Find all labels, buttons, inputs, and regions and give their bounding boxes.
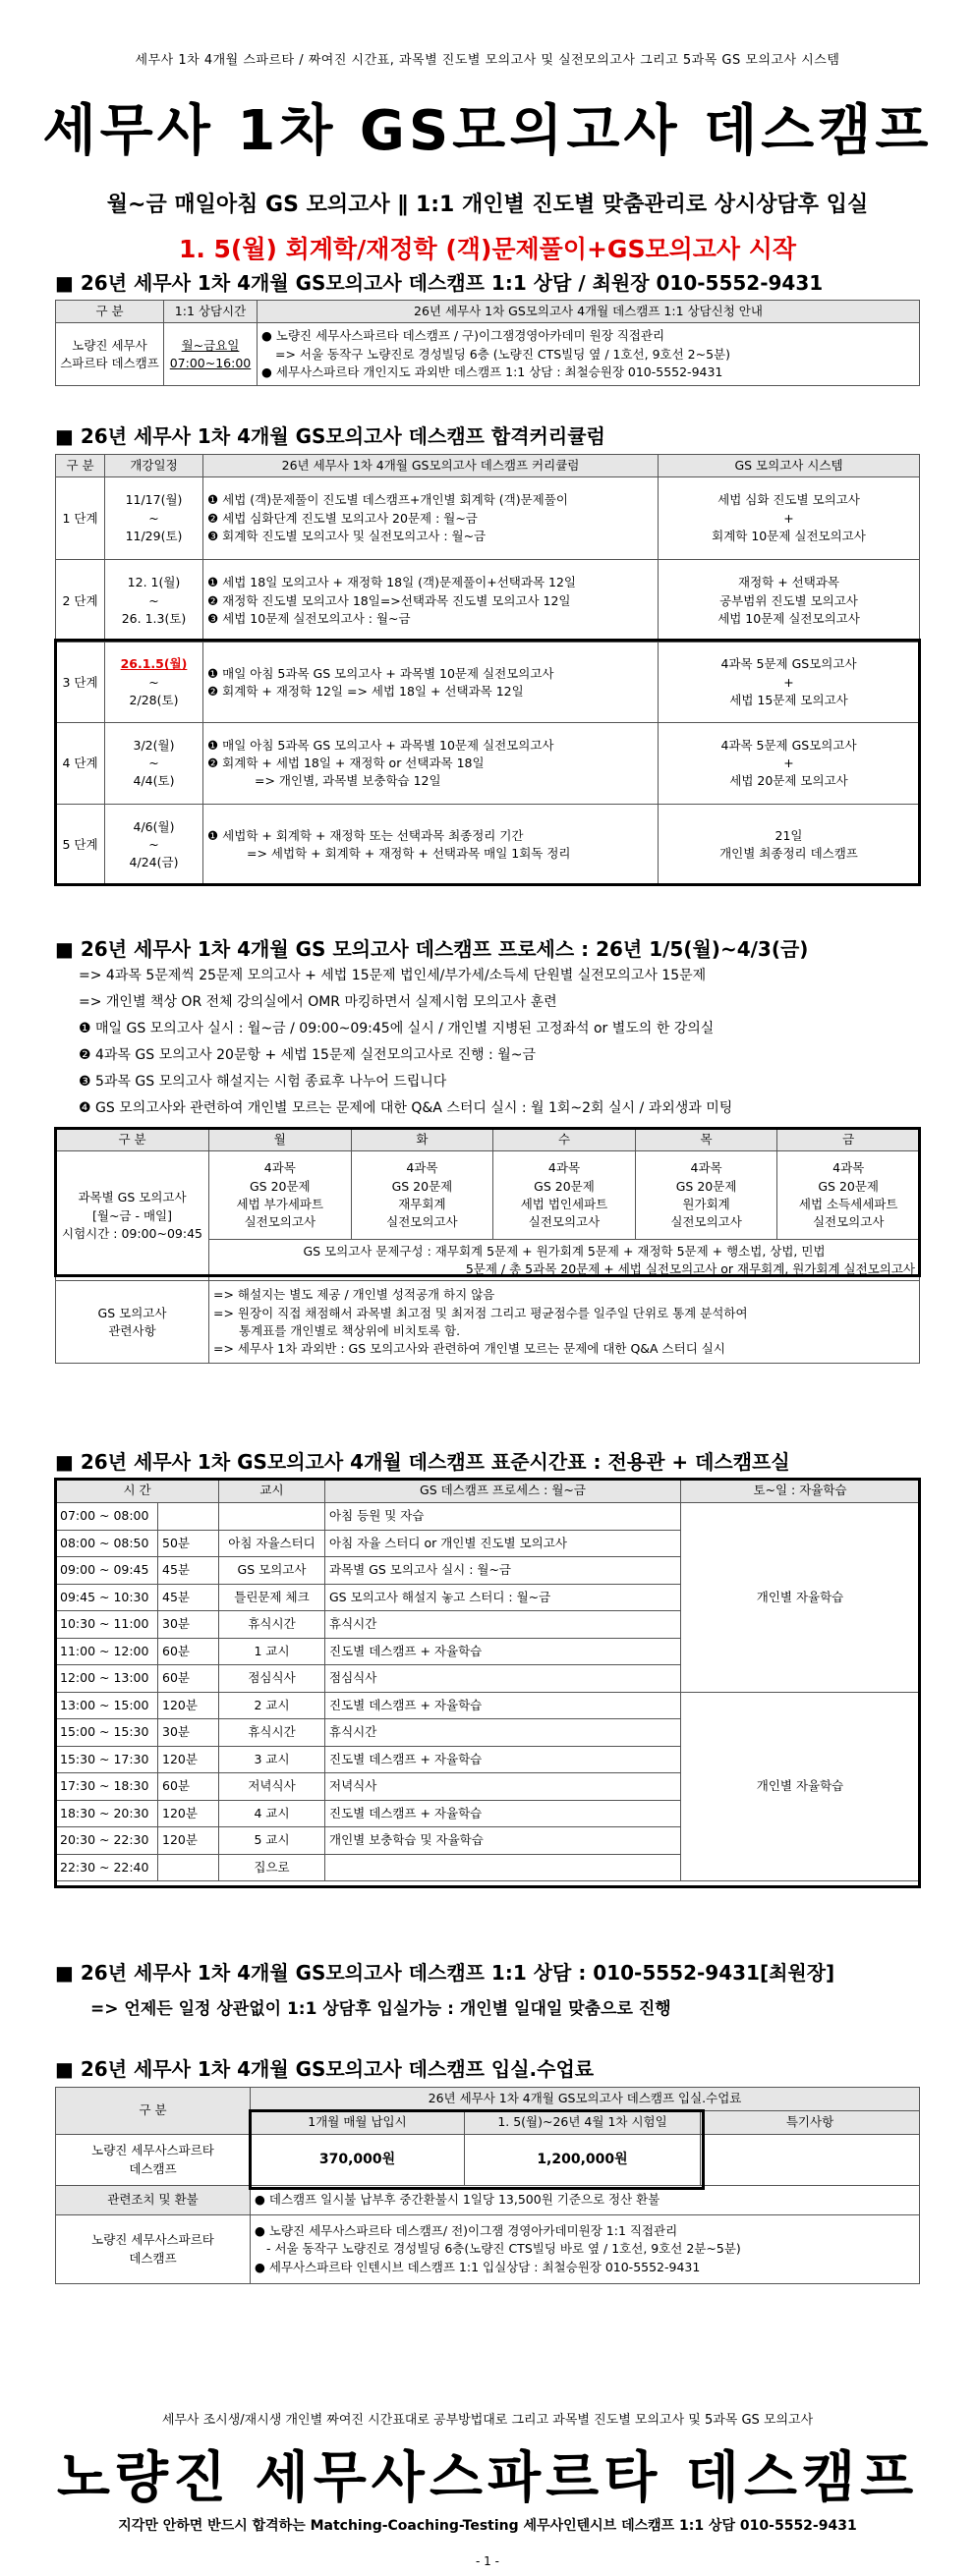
curriculum-row: 3 단계 26.1.5(월) ~ 2/28(토) ❶ 매일 아침 5과목 GS 모의고사 + 과목별 10문제 실전모의고사 ❷ 회계학 + 재정학 12일 => 세법 18일 + 선택과목 12일 4과목 5문제 GS모의고사 + 세법 15문제 모의고사 (56, 643, 920, 723)
timetable-row: 12:00 ~ 13:00 60분 점심식사 점심식사 (56, 1665, 920, 1693)
timetable-row: 09:45 ~ 10:30 45분 틀린문제 체크 GS 모의고사 해설지 놓고 스터디 : 월~금 (56, 1584, 920, 1611)
fee-header-period: 1. 5(월)~26년 4월 1차 시험일 (465, 2111, 701, 2135)
fee-header-note: 특기사항 (701, 2111, 920, 2135)
related-label: GS 모의고사 관련사항 (56, 1281, 209, 1364)
related-notes: => 해설지는 별도 제공 / 개인별 성적공개 하지 않음 => 원장이 직접 채점해서 과목별 최고점 및 최저점 그리고 평균점수를 일주일 단위로 통계 분석하여 통계표를 개인별로 책상위에 비치토록 함. => 세무사 1차 과외반 : GS 모의고사와 관련하여 개인별 모르는 문제에 대한 Q&A 스터디 실시 (209, 1281, 920, 1364)
footer-subtitle: 지각만 안하면 반드시 합격하는 Matching-Coaching-Testing 세무사인텐시브 데스캠프 1:1 상담 010-5552-9431 (118, 2518, 857, 2534)
curriculum-header-date: 개강일정 (105, 455, 203, 477)
process-note: => 개인별 책상 OR 전체 강의실에서 OMR 마킹하면서 실제시험 모의고사 훈련 (79, 994, 557, 1010)
page-number: - 1 - (476, 2554, 499, 2568)
curriculum-header-system: GS 모의고사 시스템 (659, 455, 920, 477)
curriculum-row: 1 단계 11/17(월) ~ 11/29(토) ❶ 세법 (객)문제풀이 진도별 데스캠프+개인별 회계학 (객)문제풀이 ❷ 세법 심화단계 진도별 모의고사 20문제 : 월~금 ❸ 회계학 진도별 모의고사 및 실전모의고사 : 월~금 세법 심화 진도별 모의고사 + 회계학 10문제 실전모의고사 (56, 477, 920, 560)
timetable-row: 13:00 ~ 15:00 120분 2 교시 진도별 데스캠프 + 자율학습 개인별 자율학습 (56, 1692, 920, 1719)
curriculum-row: 4 단계 3/2(월) ~ 4/4(토) ❶ 매일 아침 5과목 GS 모의고사 + 과목별 10문제 실전모의고사 ❷ 회계학 + 세법 18일 + 재정학 or 선택과목 18일 => 개인별, 과목별 보충학습 12일 4과목 5문제 GS모의고사 + 세법 20문제 모의고사 (56, 723, 920, 805)
weekend-note-2: 개인별 자율학습 (681, 1692, 920, 1881)
period-fee: 1,200,000원 (465, 2135, 701, 2186)
consult-header-time: 1:1 상담시간 (164, 301, 258, 323)
timetable-row: 17:30 ~ 18:30 60분 저녁식사 저녁식사 (56, 1773, 920, 1801)
curriculum-header-content: 26년 세무사 1차 4개월 GS모의고사 데스캠프 커리큘럼 (203, 455, 659, 477)
fee-header-gubun: 구 분 (56, 2088, 251, 2135)
location-label: 노량진 세무사스파르타 데스캠프 (56, 2215, 251, 2284)
timetable-row: 20:30 ~ 22:30 120분 5 교시 개인별 보충학습 및 자율학습 (56, 1827, 920, 1855)
process-note: ❸ 5과목 GS 모의고사 해설지는 시험 종료후 나누어 드립니다 (79, 1074, 447, 1090)
fee-header-title: 26년 세무사 1차 4개월 GS모의고사 데스캠프 입실.수업료 (251, 2088, 920, 2111)
monthly-fee: 370,000원 (251, 2135, 465, 2186)
process-notes (79, 963, 732, 1122)
consult-table (55, 300, 920, 386)
consult-header-guide: 26년 세무사 1차 GS모의고사 4개월 데스캠프 1:1 상담신청 안내 (258, 301, 920, 323)
consult-guide-cell: ● 노량진 세무사스파르타 데스캠프 / 구)이그잼경영아카데미 원장 직접관리 => 서울 동작구 노량진로 경성빌딩 6층 (노량진 CTS빌딩 옆 / 1호선, 9호선 2~5분) ● 세무사스파르타 개인지도 과외반 데스캠프 1:1 상담 : 최철승원장 010-5552-9431 (258, 323, 920, 386)
consult-location-cell: 노량진 세무사 스파르타 데스캠프 (56, 323, 164, 386)
timetable: 시 간 교시 GS 데스캠프 프로세스 : 월~금 토~일 : 자율학습 07:00 ~ 08:00 아침 등원 및 자습 개인별 자율학습 08:00 ~ 08:50 50분 아침 자율스터디 아침 자율 스터디 or 개인별 진도별 모의고사 09:00 ~ 09:45 45분 GS 모의고사 과목별 GS 모의고사 실시 : 월~금 09:45 ~ 10:30 45분 틀린문제 체크 GS 모의고사 해설지 놓고 스터디 : 월~금 10:30 ~ 11:00 30분 휴식시간 휴식시간 11:00 ~ 12:00 60분 1 교시 진도별 데스캠프 + 자율학습 12:00 ~ 13:00 60분 점심식사 점심식사 13:00 ~ 15:00 120분 2 교시 진도별 데스캠프 + 자율학습 개인별 자율학습 15:00 ~ 15:30 30분 휴식시간 휴식시간 15:30 ~ 17:30 120분 3 교시 진도별 데스캠프 + 자율학습 17:30 ~ 18:30 60분 저녁식사 저녁식사 18:30 ~ 20:30 120분 4 교시 진도별 데스캠프 + 자율학습 20:30 ~ 22:30 120분 5 교시 개인별 보충학습 및 자율학습 22:30 ~ 22:40 집으로 (55, 1479, 920, 1881)
refund-label: 관련조치 및 환불 (56, 2186, 251, 2215)
main-title: 세무사 1차 GS모의고사 데스캠프 (42, 99, 933, 163)
timetable-row: 10:30 ~ 11:00 30분 휴식시간 휴식시간 (56, 1611, 920, 1639)
process-note: => 4과목 5문제씩 25문제 모의고사 + 세법 15문제 법인세/부가세/소득세 단원별 실전모의고사 15문제 (79, 968, 707, 983)
fee-note (701, 2135, 920, 2186)
curriculum-row: 5 단계 4/6(월) ~ 4/24(금) ❶ 세법학 + 회계학 + 재정학 또는 선택과목 최종정리 기간 => 세법학 + 회계학 + 재정학 + 선택과목 매일 1회독 정리 21일 개인별 최종정리 데스캠프 (56, 805, 920, 886)
top-note: 세무사 1차 4개월 스파르타 / 짜여진 시간표, 과목별 진도별 모의고사 및 실전모의고사 그리고 5과목 GS 모의고사 시스템 (135, 53, 840, 68)
weekend-note-1: 개인별 자율학습 (681, 1503, 920, 1693)
timetable-row: 22:30 ~ 22:40 집으로 (56, 1854, 920, 1881)
weekly-exam-label: 과목별 GS 모의고사 [월~금 - 매일] 시험시간 : 09:00~09:45 (56, 1151, 209, 1281)
timetable-row: 15:00 ~ 15:30 30분 휴식시간 휴식시간 (56, 1719, 920, 1747)
timetable-row: 07:00 ~ 08:00 아침 등원 및 자습 개인별 자율학습 (56, 1503, 920, 1531)
footer-title: 노량진 세무사스파르타 데스캠프 (56, 2446, 919, 2510)
exam-composition: GS 모의고사 문제구성 : 재무회계 5문제 + 원가회계 5문제 + 재정학 5문제 + 행소법, 상법, 민법 5문제 / 총 5과목 20문제 + 세법 실전모의고사 or 재무회계, 원가회계 실전모의고사 (209, 1240, 920, 1281)
timetable-row: 08:00 ~ 08:50 50분 아침 자율스터디 아침 자율 스터디 or 개인별 진도별 모의고사 (56, 1530, 920, 1557)
process-note: ❷ 4과목 GS 모의고사 20문항 + 세법 15문제 실전모의고사로 진행 : 월~금 (79, 1047, 537, 1063)
curriculum-header-stage: 구 분 (56, 455, 105, 477)
timetable-row: 18:30 ~ 20:30 120분 4 교시 진도별 데스캠프 + 자율학습 (56, 1800, 920, 1827)
timetable-row: 09:00 ~ 09:45 45분 GS 모의고사 과목별 GS 모의고사 실시 : 월~금 (56, 1557, 920, 1585)
consult2-line: => 언제든 일정 상관없이 1:1 상담후 입실가능 : 개인별 일대일 맞춤으로 진행 (90, 1999, 671, 2019)
curriculum-row: 2 단계 12. 1(월) ~ 26. 1.3(토) ❶ 세법 18일 모의고사 + 재정학 18일 (객)문제풀이+선택과목 12일 ❷ 재정학 진도별 모의고사 18일=>선택과목 진도별 모의고사 12일 ❸ 세법 10문제 실전모의고사 : 월~금 재정학 + 선택과목 공부범위 진도별 모의고사 세법 10문제 실전모의고사 (56, 560, 920, 643)
section-consult2-heading: ■ 26년 세무사 1차 4개월 GS모의고사 데스캠프 1:1 상담 : 010-5552-9431[최원장] (55, 1961, 835, 1985)
refund-text: ● 데스캠프 일시불 납부후 중간환불시 1일당 13,500원 기준으로 정산 환불 (251, 2186, 920, 2215)
subtitle: 월~금 매일아침 GS 모의고사 ∥ 1:1 개인별 진도별 맞춤관리로 상시상담후 입실 (106, 193, 869, 217)
footer-note: 세무사 조시생/재시생 개인별 짜여진 시간표대로 공부방법대로 그리고 과목별 진도별 모의고사 및 5과목 GS 모의고사 (161, 2413, 814, 2428)
consult-header-gubun: 구 분 (56, 301, 164, 323)
timetable-row: 15:30 ~ 17:30 120분 3 교시 진도별 데스캠프 + 자율학습 (56, 1746, 920, 1773)
section-consult-heading: ■ 26년 세무사 1차 4개월 GS모의고사 데스캠프 1:1 상담 / 최원장 010-5552-9431 (55, 271, 824, 295)
section-fee-heading: ■ 26년 세무사 1차 4개월 GS모의고사 데스캠프 입실.수업료 (55, 2057, 595, 2081)
process-note: ❶ 매일 GS 모의고사 실시 : 월~금 / 09:00~09:45에 실시 / 개인별 지병된 고정좌석 or 별도의 한 강의실 (79, 1021, 715, 1036)
fee-header-monthly: 1개월 매월 납입시 (251, 2111, 465, 2135)
section-process-heading: ■ 26년 세무사 1차 4개월 GS 모의고사 데스캠프 프로세스 : 26년 1/5(월)~4/3(금) (55, 937, 809, 961)
timetable-row: 11:00 ~ 12:00 60분 1 교시 진도별 데스캠프 + 자율학습 (56, 1638, 920, 1665)
section-timetable-heading: ■ 26년 세무사 1차 GS모의고사 4개월 데스캠프 표준시간표 : 전용관 + 데스캠프실 (55, 1450, 790, 1474)
fee-row-label: 노량진 세무사스파르타 데스캠프 (56, 2135, 251, 2186)
process-note: ❹ GS 모의고사와 관련하여 개인별 모르는 문제에 대한 Q&A 스터디 실시 : 월 1회~2회 실시 / 과외생과 미팅 (79, 1100, 733, 1116)
start-date-banner: 1. 5(월) 회계학/재정학 (객)문제풀이+GS모의고사 시작 (178, 235, 797, 263)
curriculum-table (55, 454, 920, 886)
location-notes: ● 노량진 세무사스파르타 데스캠프/ 전)이그잼 경영아카데미원장 1:1 직접관리 - 서울 동작구 노량진로 경성빌딩 6층(노량진 CTS빌딩 바로 옆 / 1호선, 9호선 2분~5분) ● 세무사스파르타 인텐시브 데스캠프 1:1 입실상담 : 최철승원장 010-5552-9431 (251, 2215, 920, 2284)
weekly-exam-table: 구 분 월 화 수 목 금 과목별 GS 모의고사 [월~금 - 매일] 시험시간 : 09:00~09:45 4과목 GS 20문제 세법 부가세파트 실전모의고사 4과목 GS 20문제 재무회계 실전모의고사 4과목 GS 20문제 세법 법인세파트 실전모의고사 4과목 GS 20문제 원가회계 실전모의고사 4과목 GS 20문제 세법 소득세세파트 실전모의고사 GS 모의고사 문제구성 : 재무회계 5문제 + 원가회계 5문제 + 재정학 5문제 + 행소법, 상법, 민법 5문제 / 총 5과목 20문제 + 세법 실전모의고사 or 재무회계, 원가회계 실전모의고사 GS 모의고사 관련사항 => 해설지는 별도 제공 / 개인별 성적공개 하지 않음 => 원장이 직접 채점해서 과목별 최고점 및 최저점 그리고 평균점수를 일주일 단위로 통계 분석하여 통계표를 개인별로 책상위에 비치토록 함. => 세무사 1차 과외반 : GS 모의고사와 관련하여 개인별 모르는 문제에 대한 Q&A 스터디 실시 (55, 1128, 920, 1364)
section-curriculum-heading: ■ 26년 세무사 1차 4개월 GS모의고사 데스캠프 합격커리큘럼 (55, 424, 605, 448)
consult-hours-cell: 월~금요일 07:00~16:00 (164, 323, 258, 386)
fee-table (55, 2087, 920, 2284)
